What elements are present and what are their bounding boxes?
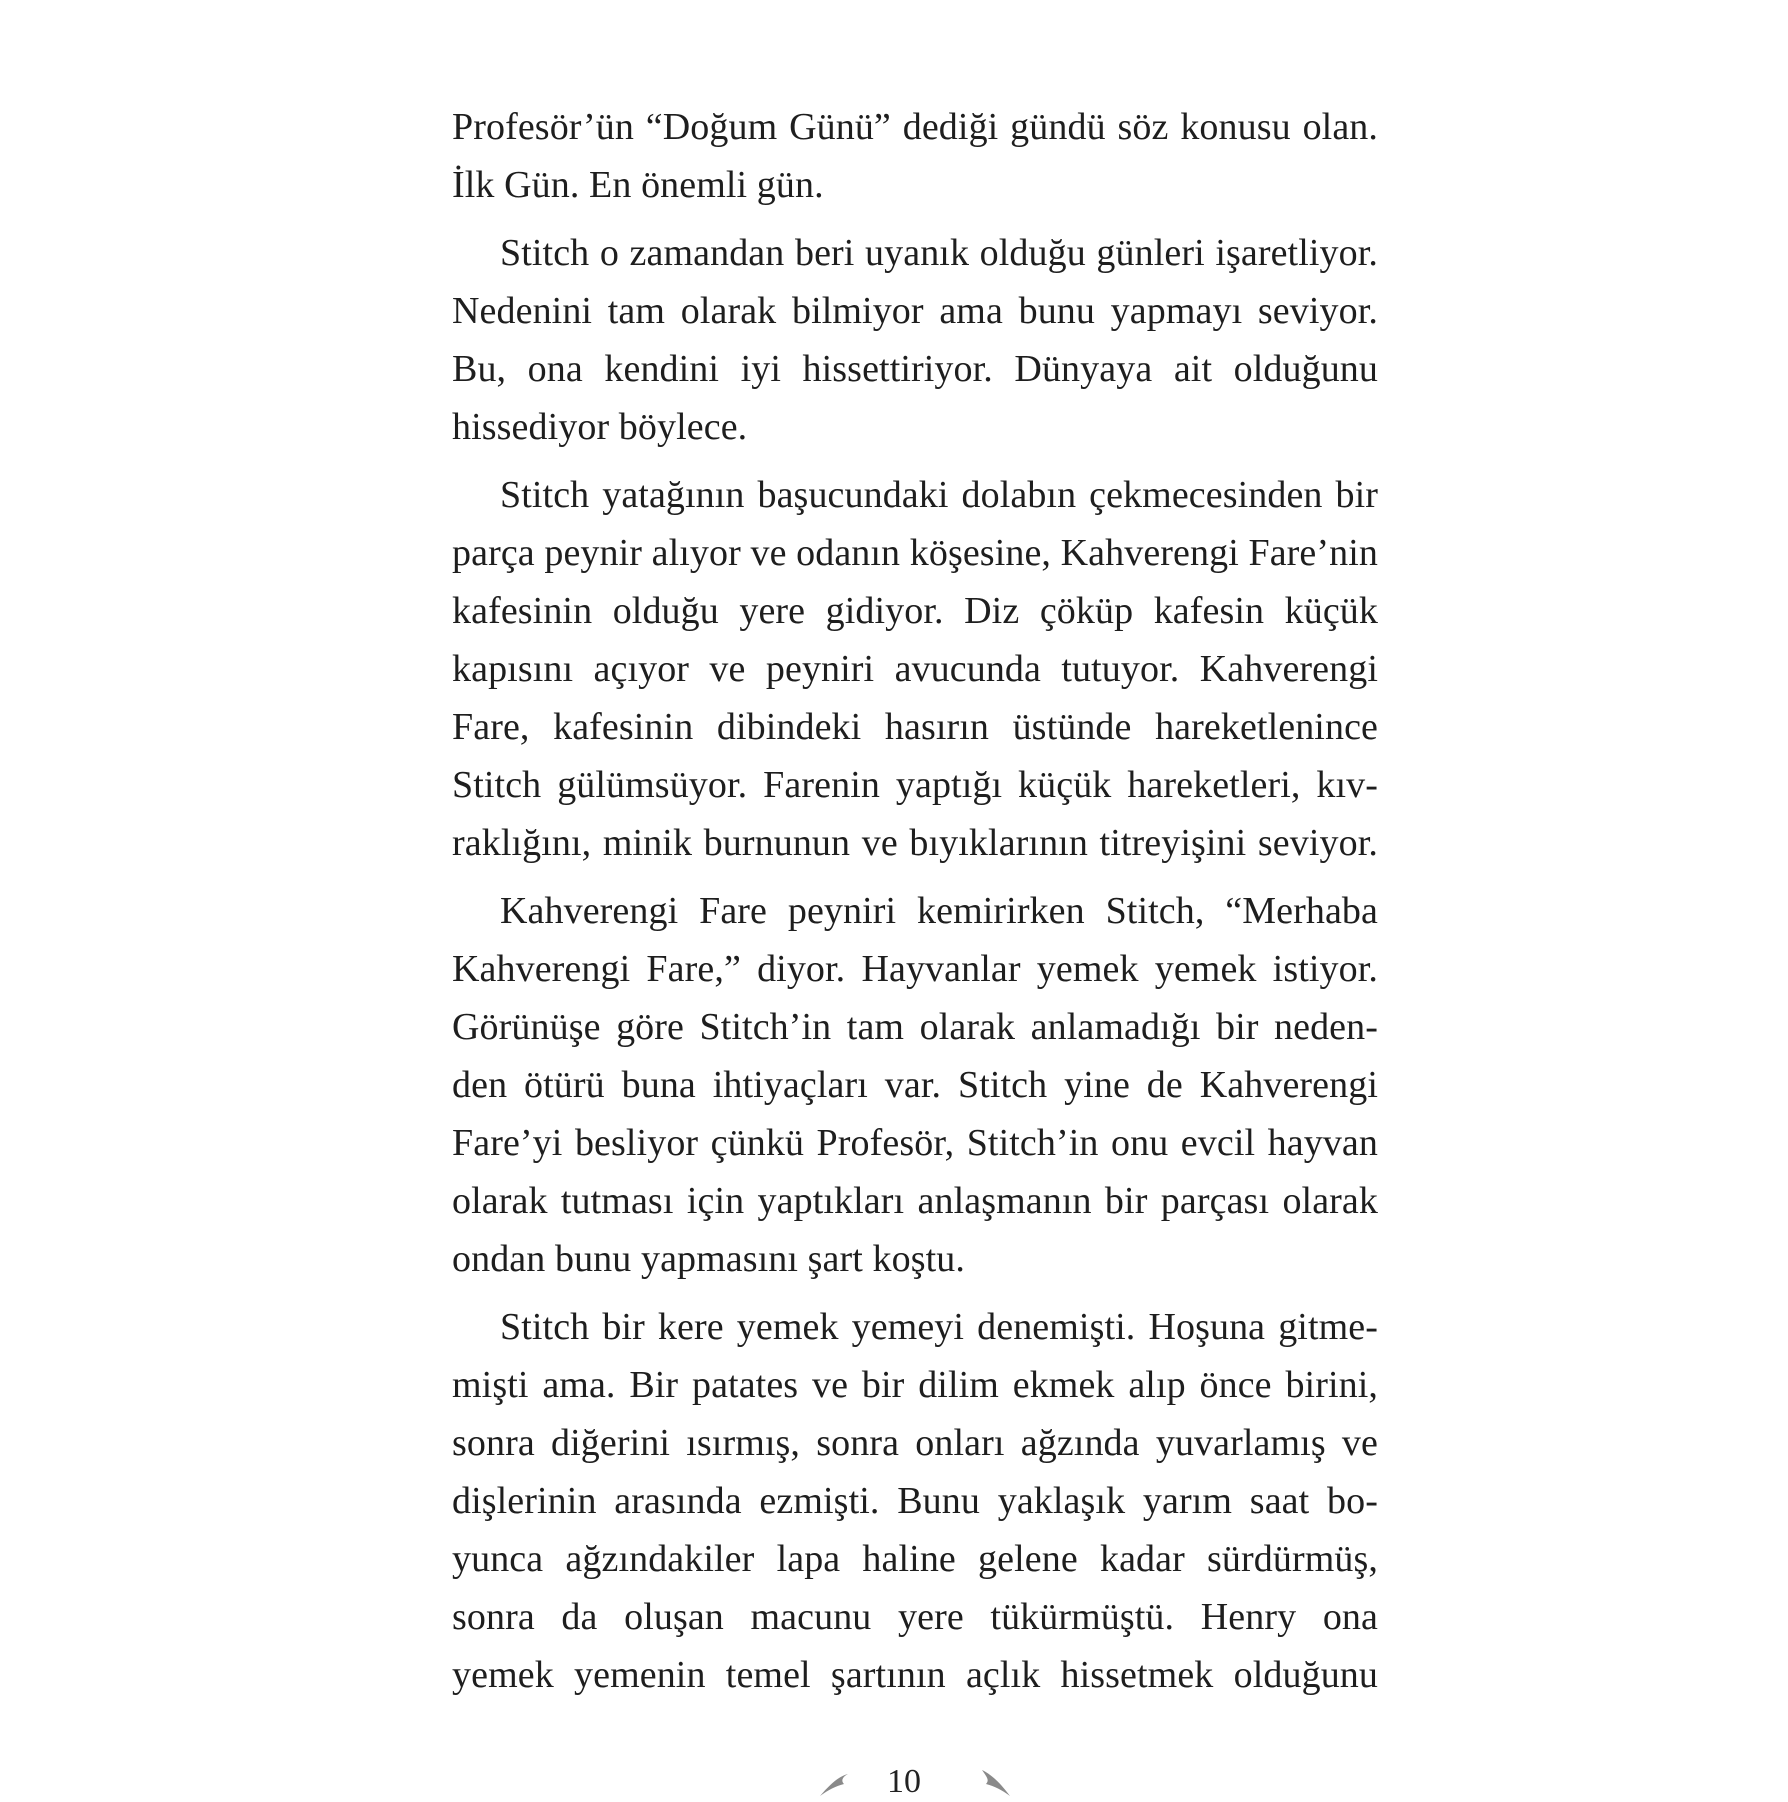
leaf-ornament-icon xyxy=(980,1768,1016,1798)
text-line: hissediyor böylece. xyxy=(452,406,748,448)
text-line: kafesinin olduğu yere gidiyor. Diz çöküp kafesin küçük xyxy=(452,590,1378,632)
text-line: parça peynir alıyor ve odanın köşesine, Kahverengi Fare’nin xyxy=(452,532,1379,574)
text-line: İlk Gün. En önemli gün. xyxy=(452,164,824,206)
text-line: Stitch gülümsüyor. Farenin yaptığı küçük hareketleri, kıv- xyxy=(452,764,1378,806)
text-line: Stitch bir kere yemek yemeyi denemişti. Hoşuna gitme- xyxy=(500,1306,1378,1348)
text-line: Görünüşe göre Stitch’in tam olarak anlamadığı bir neden- xyxy=(452,1006,1378,1048)
text-line: raklığını, minik burnunun ve bıyıklarının titreyişini seviyor. xyxy=(452,822,1378,864)
text-line: mişti ama. Bir patates ve bir dilim ekmek alıp önce birini, xyxy=(452,1364,1378,1406)
text-line: yunca ağzındakiler lapa haline gelene kadar sürdürmüş, xyxy=(452,1538,1378,1580)
text-line: Fare’yi besliyor çünkü Profesör, Stitch’in onu evcil hayvan xyxy=(452,1122,1378,1164)
text-line: dişlerinin arasında ezmişti. Bunu yaklaşık yarım saat bo- xyxy=(452,1480,1378,1522)
text-line: den ötürü buna ihtiyaçları var. Stitch yine de Kahverengi xyxy=(452,1064,1378,1106)
text-line: Fare, kafesinin dibindeki hasırın üstünde hareketlenince xyxy=(452,706,1378,748)
text-line: kapısını açıyor ve peyniri avucunda tutuyor. Kahverengi xyxy=(452,648,1378,690)
page-number: 10 xyxy=(887,1763,921,1800)
text-line: Nedenini tam olarak bilmiyor ama bunu yapmayı seviyor. xyxy=(452,290,1378,332)
text-line: sonra diğerini ısırmış, sonra onları ağzında yuvarlamış ve xyxy=(452,1422,1378,1464)
leaf-ornament-icon xyxy=(814,1768,850,1798)
text-line: olarak tutması için yaptıkları anlaşmanın bir parçası olarak xyxy=(452,1180,1378,1222)
text-line: ondan bunu yapmasını şart koştu. xyxy=(452,1238,965,1280)
text-line: Stitch o zamandan beri uyanık olduğu günleri işaretliyor. xyxy=(500,232,1378,274)
text-line: Stitch yatağının başucundaki dolabın çekmecesinden bir xyxy=(500,474,1378,516)
text-line: sonra da oluşan macunu yere tükürmüştü. Henry ona xyxy=(452,1596,1378,1638)
page-footer xyxy=(0,1762,1788,1802)
text-line: Kahverengi Fare peyniri kemirirken Stitch, “Merhaba xyxy=(500,890,1378,932)
text-line: yemek yemenin temel şartının açlık hissetmek olduğunu xyxy=(452,1654,1378,1696)
text-line: Bu, ona kendini iyi hissettiriyor. Dünyaya ait olduğunu xyxy=(452,348,1378,390)
text-line: Kahverengi Fare,” diyor. Hayvanlar yemek yemek istiyor. xyxy=(452,948,1378,990)
text-line: Profesör’ün “Doğum Günü” dediği gündü söz konusu olan. xyxy=(452,106,1378,148)
